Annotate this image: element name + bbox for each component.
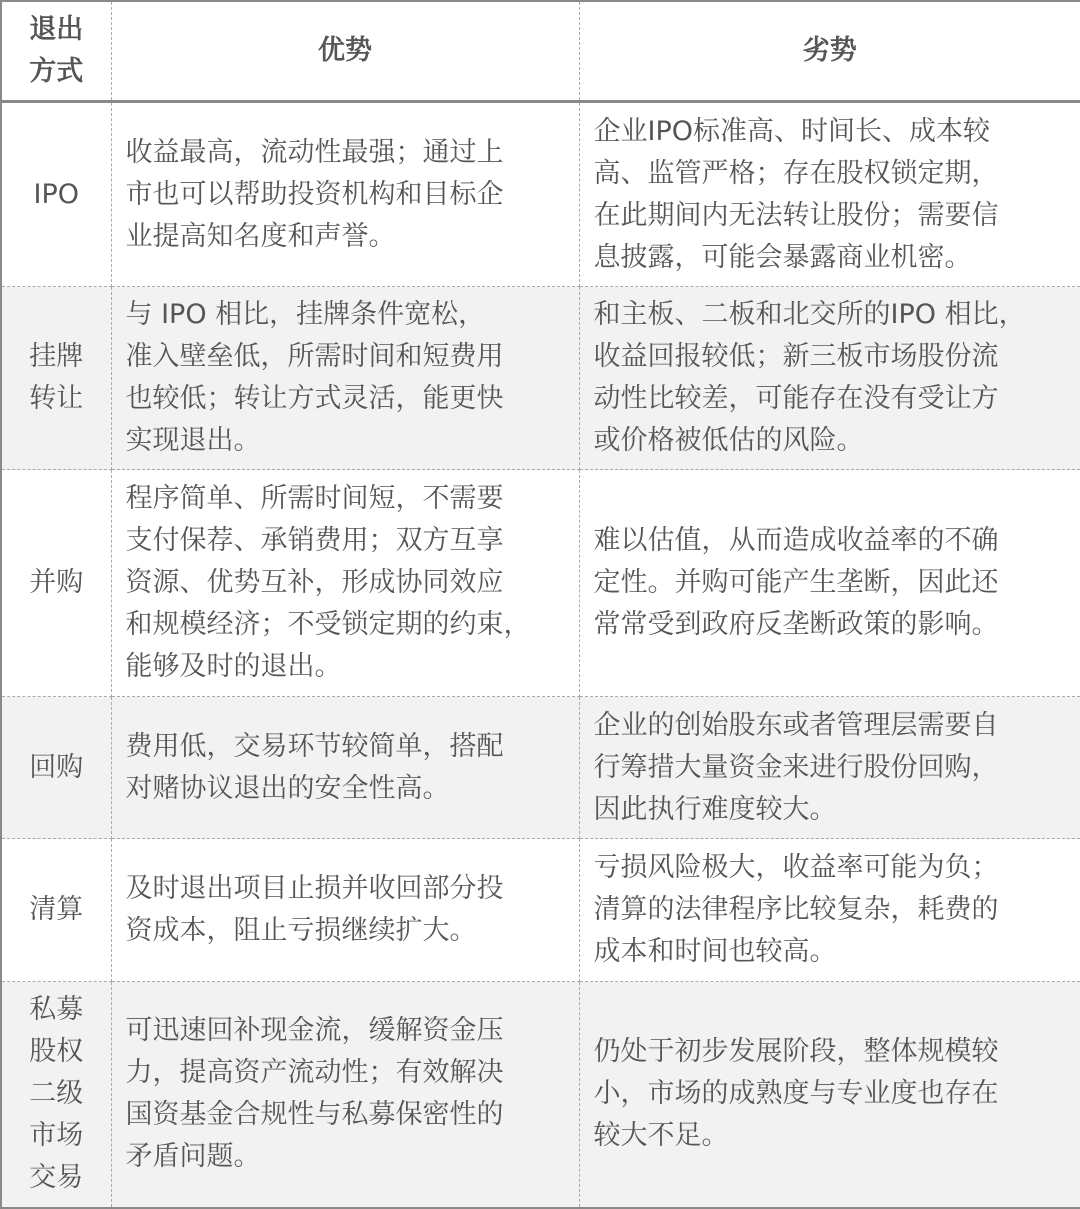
- cons-line: 小，市场的成熟度与专业度也存在: [593, 1078, 999, 1110]
- pros-cell: [111, 102, 579, 287]
- cons-line: 收益回报较低；新三板市场股份流: [593, 341, 999, 372]
- cons-cell: [579, 982, 1080, 1208]
- pros-line: 可迅速回补现金流，缓解资金压: [125, 1015, 504, 1047]
- method-line: 私募: [29, 994, 84, 1026]
- pros-line: 能够及时的退出。: [125, 651, 342, 682]
- header-method-line: 方式: [29, 56, 84, 87]
- cons-line: 息披露，可能会暴露商业机密。: [593, 241, 972, 273]
- table-row: [1, 470, 1080, 697]
- method-line: 挂牌: [29, 341, 84, 372]
- cons-cell: [579, 839, 1080, 982]
- cons-line: 动性比较差，可能存在没有受让方: [593, 383, 999, 414]
- pros-line: 业提高知名度和声誉。: [125, 220, 396, 252]
- cons-line: 难以估值，从而造成收益率的不确: [593, 525, 999, 556]
- header-method: [1, 1, 111, 102]
- method-cell: [1, 697, 111, 839]
- pros-line: 实现退出。: [125, 425, 261, 456]
- cons-line: 行筹措大量资金来进行股份回购，: [593, 751, 999, 783]
- pros-cell: [111, 839, 579, 982]
- pros-line: 程序简单、所需时间短，不需要: [125, 483, 504, 514]
- method-cell: [1, 470, 111, 697]
- pros-line: 也较低；转让方式灵活，能更快: [125, 383, 504, 414]
- pros-cell: [111, 982, 579, 1208]
- method-cell: [1, 982, 111, 1208]
- cons-line: 常常受到政府反垄断政策的影响。: [593, 609, 999, 640]
- pros-line: 准入壁垒低，所需时间和短费用: [125, 341, 504, 372]
- cons-cell: [579, 470, 1080, 697]
- header-row: [1, 1, 1080, 102]
- table-row: [1, 982, 1080, 1208]
- cons-line: 企业IPO标准高、时间长、成本较: [593, 115, 990, 147]
- cons-line: 企业的创始股东或者管理层需要自: [593, 709, 999, 741]
- pros-line: 对赌协议退出的安全性高。: [125, 772, 450, 804]
- pros-line: 国资基金合规性与私募保密性的: [125, 1099, 504, 1131]
- cons-line: 成本和时间也较高。: [593, 936, 837, 967]
- method-cell: [1, 102, 111, 287]
- table-row: [1, 697, 1080, 839]
- pros-cell: [111, 697, 579, 839]
- cons-line: 定性。并购可能产生垄断，因此还: [593, 567, 999, 598]
- table-row: [1, 102, 1080, 287]
- cons-cell: [579, 697, 1080, 839]
- cons-cell: [579, 287, 1080, 470]
- table-body: [1, 102, 1080, 1208]
- cons-line: 在此期间内无法转让股份；需要信: [593, 199, 999, 231]
- table-row: [1, 287, 1080, 470]
- pros-line: 和规模经济；不受锁定期的约束，: [125, 609, 531, 640]
- method-cell: [1, 839, 111, 982]
- pros-line: 收益最高，流动性最强；通过上: [125, 136, 504, 168]
- method-cell: [1, 287, 111, 470]
- method-line: 回购: [29, 751, 84, 783]
- cons-line: 因此执行难度较大。: [593, 793, 837, 825]
- pros-line: 支付保荐、承销费用；双方互享: [125, 525, 504, 556]
- method-line: 市场: [29, 1120, 84, 1152]
- cons-cell: [579, 102, 1080, 287]
- method-line: 清算: [29, 894, 84, 925]
- cons-line: 和主板、二板和北交所的IPO 相比，: [593, 299, 1026, 330]
- method-line: 并购: [29, 567, 84, 598]
- pros-cell: [111, 470, 579, 697]
- header-pros: 优势: [111, 1, 579, 102]
- cons-line: 亏损风险极大，收益率可能为负；: [593, 852, 999, 883]
- cons-line: 高、监管严格；存在股权锁定期，: [593, 157, 999, 189]
- header-method-line: 退出: [29, 14, 84, 45]
- header-cons: 劣势: [579, 1, 1080, 102]
- pros-line: 资成本，阻止亏损继续扩大。: [125, 915, 477, 946]
- cons-line: 仍处于初步发展阶段，整体规模较: [593, 1036, 999, 1068]
- pros-line: 市也可以帮助投资机构和目标企: [125, 178, 504, 210]
- method-line: IPO: [33, 178, 79, 210]
- method-line: 交易: [29, 1162, 84, 1194]
- method-line: 转让: [29, 383, 84, 414]
- pros-cell: [111, 287, 579, 470]
- cons-line: 较大不足。: [593, 1120, 729, 1152]
- cons-line: 清算的法律程序比较复杂，耗费的: [593, 894, 999, 925]
- table-row: [1, 839, 1080, 982]
- method-line: 股权: [29, 1036, 84, 1068]
- pros-line: 费用低，交易环节较简单，搭配: [125, 730, 504, 762]
- pros-line: 资源、优势互补，形成协同效应: [125, 567, 504, 598]
- method-line: 二级: [29, 1078, 84, 1110]
- pros-line: 及时退出项目止损并收回部分投: [125, 873, 504, 904]
- cons-line: 或价格被低估的风险。: [593, 425, 864, 456]
- pros-line: 与 IPO 相比，挂牌条件宽松，: [125, 299, 486, 330]
- pros-line: 力，提高资产流动性；有效解决: [125, 1057, 504, 1089]
- pros-line: 矛盾问题。: [125, 1141, 261, 1173]
